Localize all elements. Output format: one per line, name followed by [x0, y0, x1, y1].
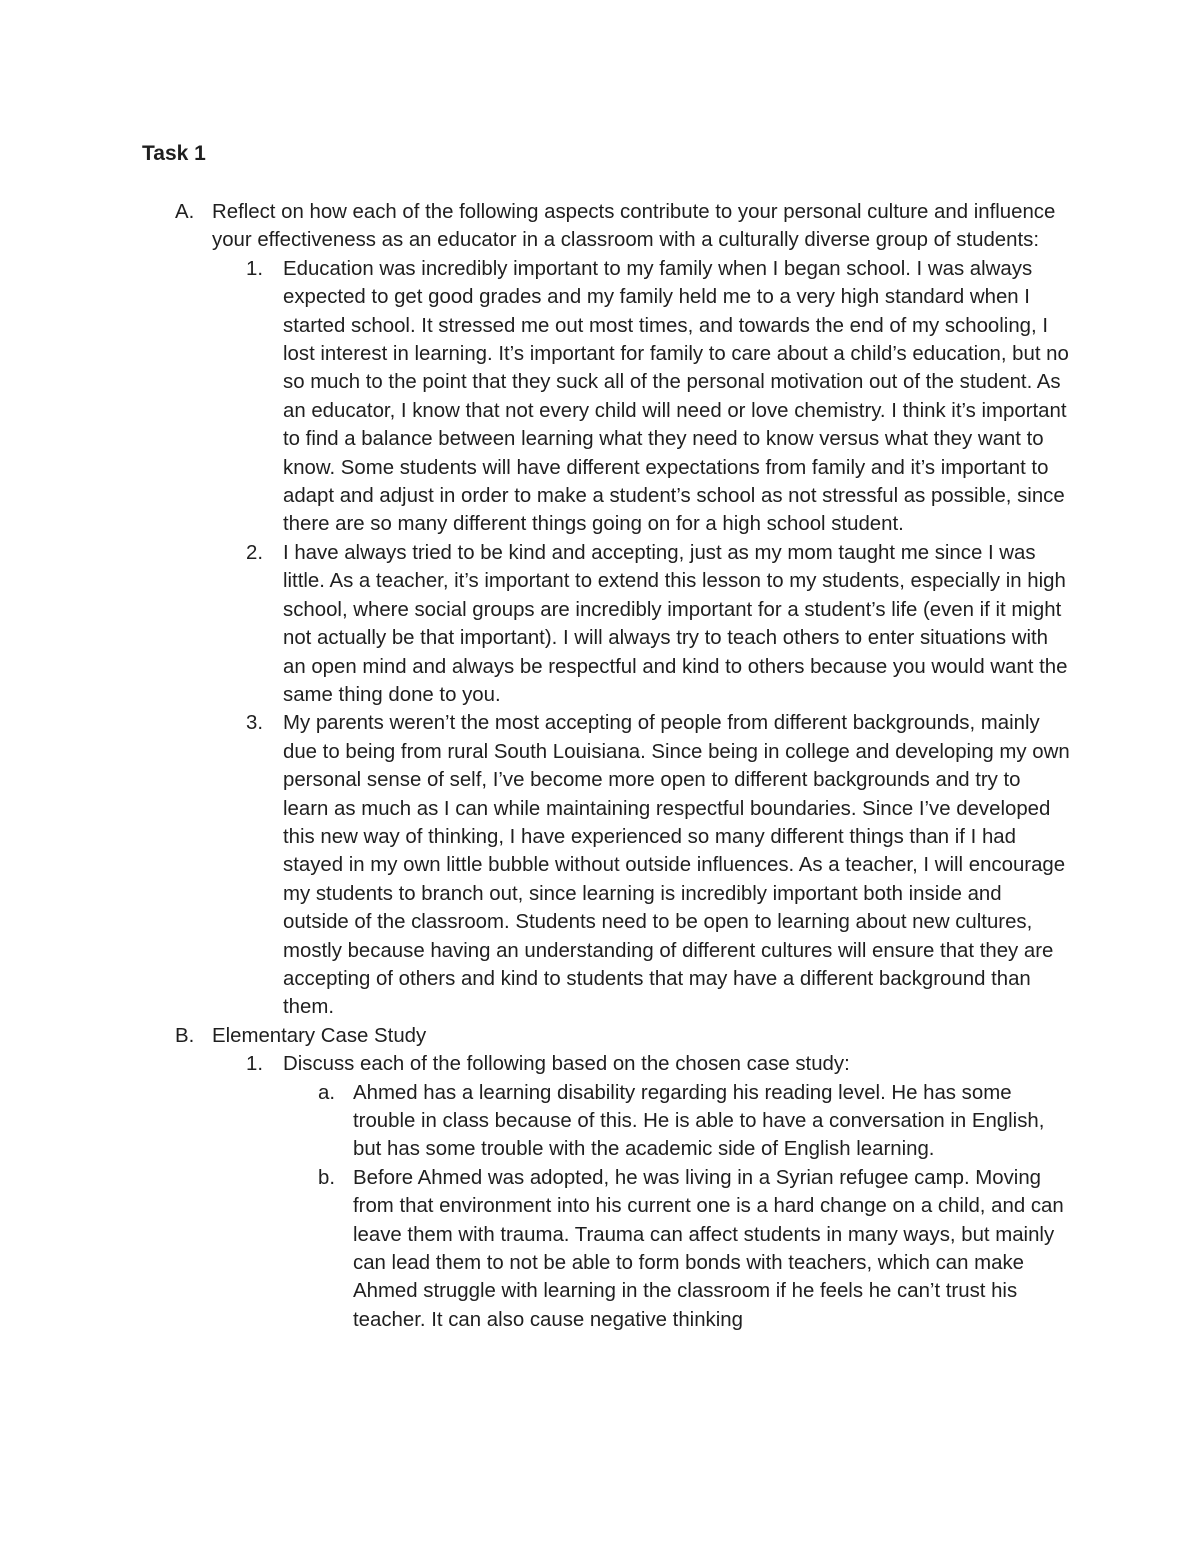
item-marker: 1. — [246, 257, 264, 280]
list-item — [0, 1050, 1071, 1334]
item-marker: 2. — [246, 541, 264, 564]
item-marker: 1. — [246, 1053, 264, 1076]
section-a-items — [212, 255, 1070, 1022]
section-text: Reflect on how each of the following aspects contribute to your personal culture and influence your effectiveness as an educator in a classroom with a culturally diverse group of students: — [212, 201, 1056, 252]
item-marker: a. — [318, 1081, 336, 1104]
item-text: Discuss each of the following based on the chosen case study: — [283, 1053, 850, 1076]
item-text: My parents weren’t the most accepting of people from different backgrounds, mainly due to being from rural South Louisiana. Since being in college and developing my own personal sense of self, I’ve become more open to different backgrounds and try to learn as much as I can while maintaining respectful boundaries. Since I’ve developed this new way of thinking, I have experienced so many different things than if I had stayed in my own little bubble without outside influences. As a teacher, I will encourage my students to branch out, since learning is incredibly important both inside and outside of the classroom. Students need to be open to learning about new cultures, mostly because having an understanding of different cultures will ensure that they are accepting of others and kind to students that may have a different background than them. — [283, 712, 1070, 1019]
item-marker: b. — [318, 1166, 336, 1189]
list-item — [0, 1079, 1071, 1164]
item-text: Education was incredibly important to my family when I began school. I was always expected to get good grades and my family held me to a very high standard when I started school. It stressed me out most times, and towards the end of my schooling, I lost interest in learning. It’s important for family to care about a child’s education, but no so much to the point that they suck all of the personal motivation out of the student. As an educator, I know that not every child will need or love chemistry. I think it’s important to find a balance between learning what they need to know versus what they want to know. Some students will have different expectations from family and it’s important to adapt and adjust in order to make a student’s school as not stressful as possible, since there are so many different things going on for a high school student. — [283, 257, 1069, 536]
sub-items — [283, 1079, 1071, 1335]
item-text: I have always tried to be kind and accepting, just as my mom taught me since I was little. As a teacher, it’s important to extend this lesson to my students, especially in high school, where social groups are incredibly important for a student’s life (even if it might not actually be that important). I will always try to teach others to enter situations with an open mind and always be respectful and kind to others because you would want the same thing done to you. — [283, 541, 1068, 706]
item-text: Ahmed has a learning disability regarding his reading level. He has some trouble in class because of this. He is able to have a conversation in English, but has some trouble with the academic side of English learning. — [353, 1081, 1045, 1161]
section-marker: B. — [175, 1024, 195, 1047]
section-b — [0, 1022, 1070, 1334]
item-marker: 3. — [246, 712, 264, 735]
list-item — [0, 539, 1071, 709]
section-marker: A. — [175, 201, 195, 223]
list-item — [0, 709, 1071, 1021]
section-text: Elementary Case Study — [212, 1024, 427, 1047]
section-a — [0, 198, 1070, 1022]
section-b-items — [212, 1050, 1070, 1334]
item-text: Before Ahmed was adopted, he was living in a Syrian refugee camp. Moving from that environment into his current one is a hard change on a child, and can leave them with trauma. Trauma can affect students in many ways, but mainly can lead them to not be able to form bonds with teachers, which can make Ahmed struggle with learning in the classroom if he feels he can’t trust his teacher. It can also cause negative thinking — [353, 1166, 1064, 1331]
list-item — [0, 255, 1071, 539]
page-title: Task 1 — [142, 142, 206, 165]
outline-list — [0, 198, 1200, 1334]
list-item — [0, 1164, 1071, 1334]
